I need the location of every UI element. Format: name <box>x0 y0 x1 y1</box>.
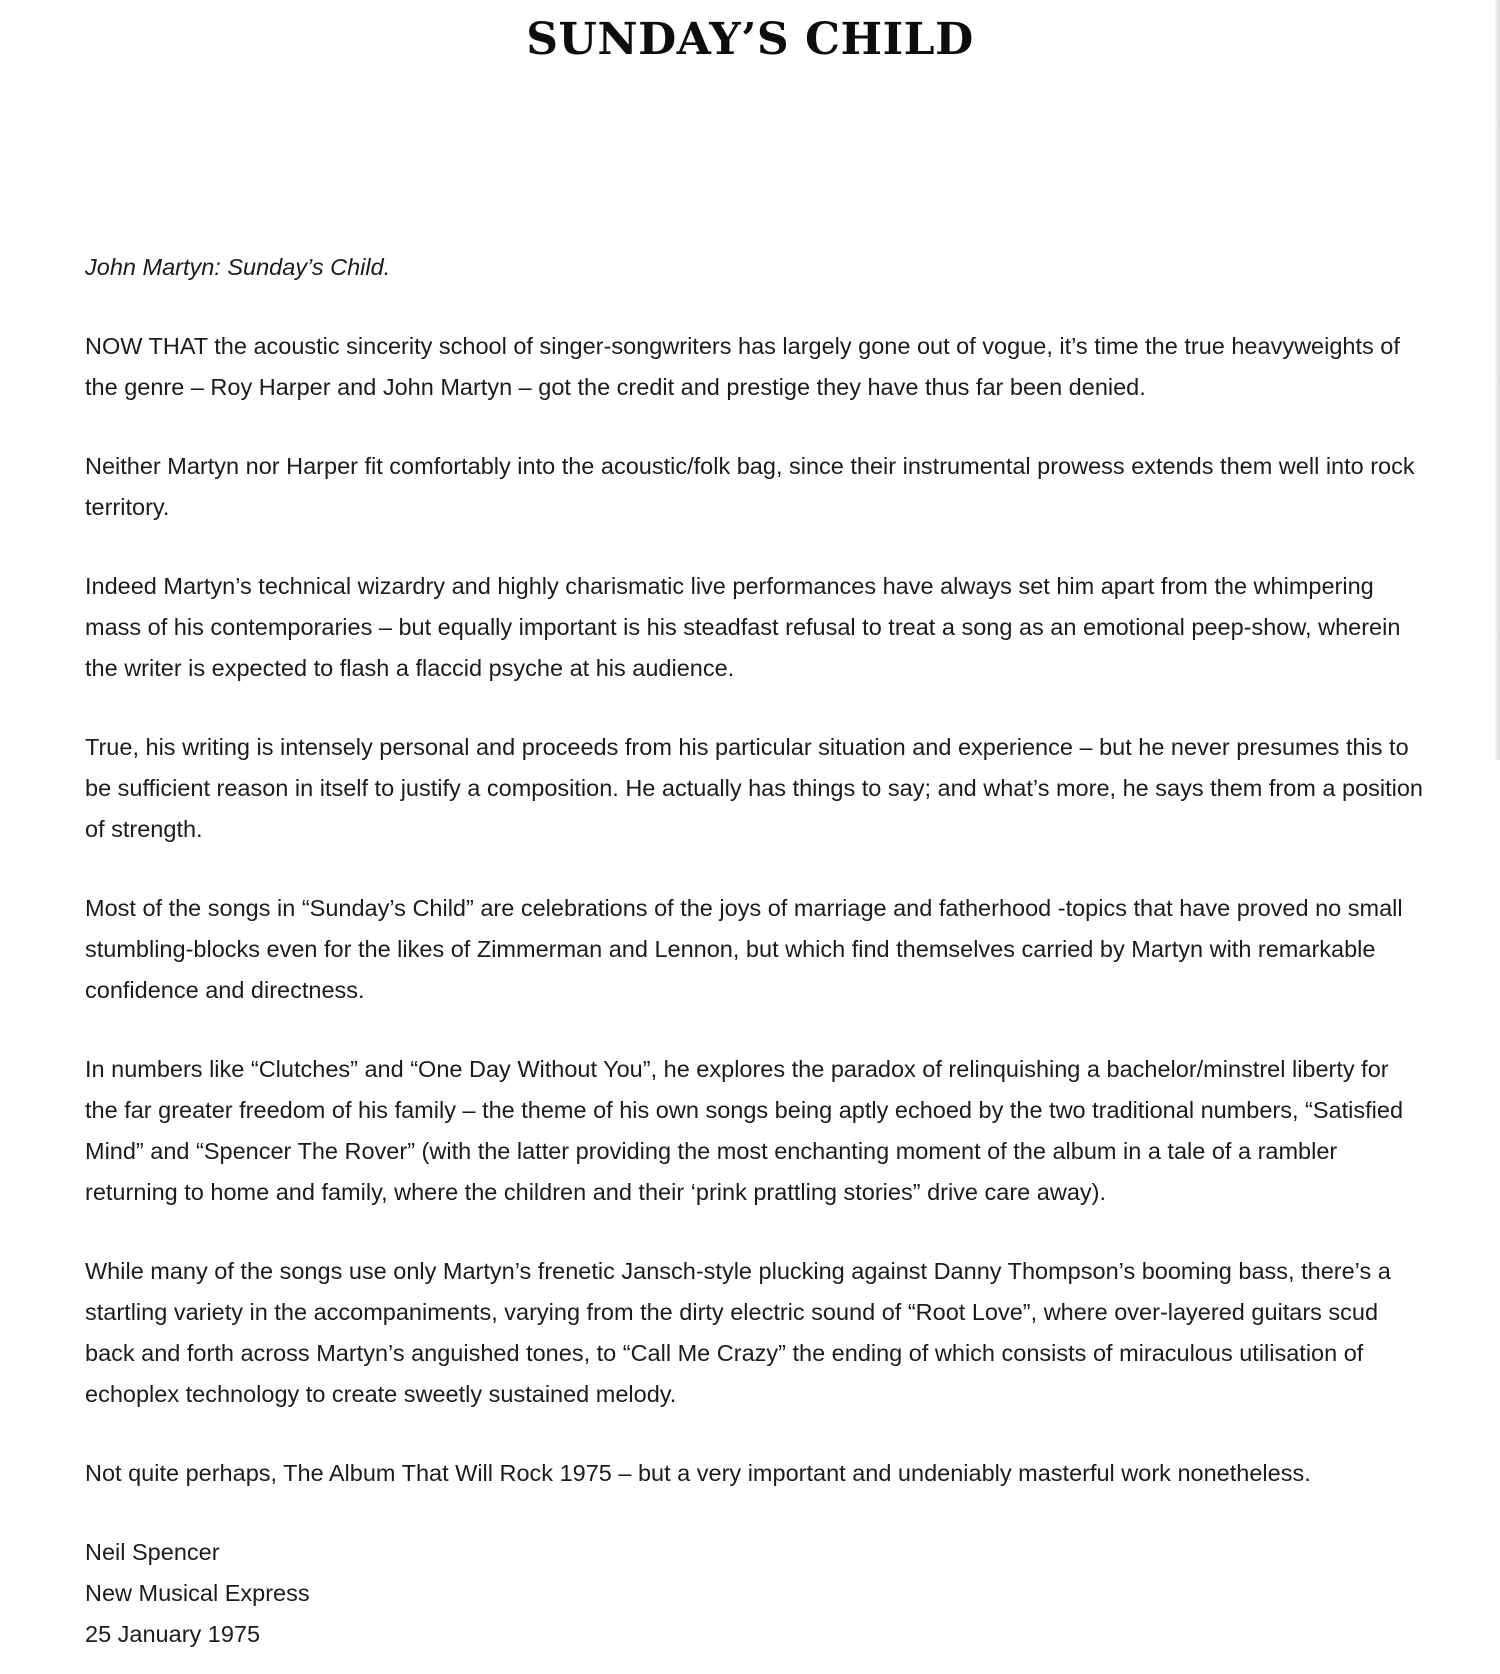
article-paragraph: Neither Martyn nor Harper fit comfortably into the acoustic/folk bag, since their instrumental prowess extends them well into rock territory. <box>85 453 1415 520</box>
article-paragraph: While many of the songs use only Martyn’s frenetic Jansch-style plucking against Danny Thompson’s booming bass, there’s a startling variety in the accompaniments, varying from the dirty electric sound of “Root Love”, where over-layered guitars scud back and forth across Martyn’s anguished tones, to “Call Me Crazy” the ending of which consists of miraculous utilisation of echoplex technology to create sweetly sustained melody. <box>85 1258 1391 1407</box>
page-title: SUNDAY’S CHILD <box>526 14 974 65</box>
article-paragraph: NOW THAT the acoustic sincerity school of singer-songwriters has largely gone out of vogue, it’s time the true heavyweights of the genre – Roy Harper and John Martyn – got the credit and prestige they have thus far been denied. <box>85 333 1400 400</box>
article-body <box>85 247 1425 1655</box>
article-paragraph: Not quite perhaps, The Album That Will Rock 1975 – but a very important and undeniably masterful work nonetheless. <box>85 1460 1311 1486</box>
publication-name: New Musical Express <box>85 1580 310 1606</box>
page-edge-shadow <box>1494 0 1500 760</box>
signoff-block <box>85 1532 1425 1655</box>
article-paragraph: Indeed Martyn’s technical wizardry and highly charismatic live performances have always set him apart from the whimpering mass of his contemporaries – but equally important is his steadfast refusal to treat a song as an emotional peep-show, wherein the writer is expected to flash a flaccid psyche at his audience. <box>85 573 1401 681</box>
article-paragraph: Most of the songs in “Sunday’s Child” are celebrations of the joys of marriage and fatherhood -topics that have proved no small stumbling-blocks even for the likes of Zimmerman and Lennon, but which find themselves carried by Martyn with remarkable confidence and directness. <box>85 895 1403 1003</box>
publication-date: 25 January 1975 <box>85 1621 261 1647</box>
article-paragraph: True, his writing is intensely personal and proceeds from his particular situation and experience – but he never presumes this to be sufficient reason in itself to justify a composition. He actually has things to say; and what’s more, he says them from a position of strength. <box>85 734 1423 842</box>
author-name: Neil Spencer <box>85 1539 220 1565</box>
article-subtitle: John Martyn: Sunday’s Child. <box>85 254 391 280</box>
article-paragraph: In numbers like “Clutches” and “One Day Without You”, he explores the paradox of relinquishing a bachelor/minstrel liberty for the far greater freedom of his family – the theme of his own songs being aptly echoed by the two traditional numbers, “Satisfied Mind” and “Spencer The Rover” (with the latter providing the most enchanting moment of the album in a tale of a rambler returning to home and family, where the children and their ‘prink prattling stories” drive care away). <box>85 1056 1404 1205</box>
